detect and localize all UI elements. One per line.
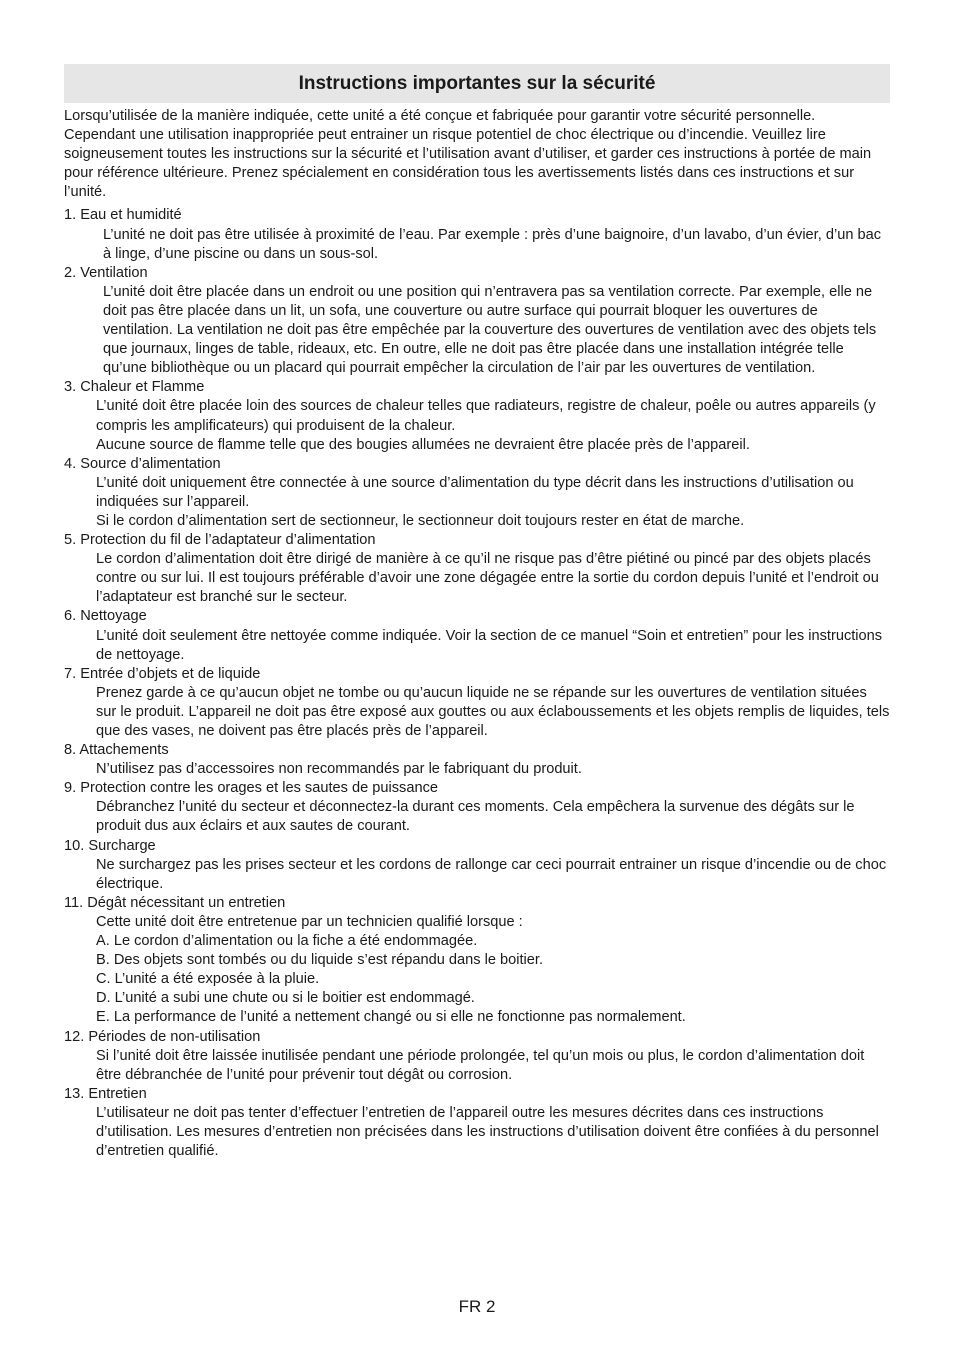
list-item-heading: 7. Entrée d’objets et de liquide (64, 665, 261, 682)
list-item-paragraph: Si le cordon d’alimentation sert de sectionneur, le sectionneur doit toujours rester en état de marche. (96, 512, 745, 529)
list-item-body (64, 913, 890, 1028)
list-item-heading: 3. Chaleur et Flamme (64, 379, 205, 396)
list-item-paragraph: L’unité doit être placée loin des sources de chaleur telles que radiateurs, registre de chaleur, poêle ou autres appareils (y compris les amplificateurs) qui produisent de la chaleur. (96, 398, 876, 434)
list-item-paragraph: B. Des objets sont tombés ou du liquide s’est répandu dans le boitier. (96, 952, 544, 969)
list-item-heading: 1. Eau et humidité (64, 207, 182, 224)
list-item-body (64, 798, 890, 836)
list-item-body (64, 226, 890, 264)
list-item (64, 1028, 890, 1085)
list-item (64, 1085, 890, 1161)
title-bar (64, 64, 890, 103)
list-item-paragraph: E. La performance de l’unité a nettement changé ou si elle ne fonctionne pas normalement. (96, 1009, 686, 1026)
list-item (64, 455, 890, 531)
list-item-heading: 2. Ventilation (64, 264, 148, 281)
list-item-body (64, 684, 890, 741)
list-item (64, 665, 890, 741)
document-page (64, 64, 890, 1161)
list-item-heading: 6. Nettoyage (64, 608, 147, 625)
list-item-paragraph: Le cordon d’alimentation doit être dirigé de manière à ce qu’il ne risque pas d’être piétiné ou pincé par des objets placés contre ou sur lui. Il est toujours préférable d’avoir une zone dégagée entre la sortie du cordon depuis l’unité et l’endroit ou l’adaptateur est branché sur le secteur. (96, 551, 879, 606)
list-item-heading: 12. Périodes de non-utilisation (64, 1028, 261, 1045)
list-item-body (64, 760, 890, 779)
list-item (64, 894, 890, 1028)
list-item-paragraph: Si l’unité doit être laissée inutilisée pendant une période prolongée, tel qu’un mois ou plus, le cordon d’alimentation doit être débranchée de l’unité pour prévenir tout dégât ou corrosion. (96, 1047, 865, 1083)
list-item (64, 206, 890, 263)
list-item-paragraph: D. L’unité a subi une chute ou si le boitier est endommagé. (96, 990, 475, 1007)
list-item-paragraph: A. Le cordon d’alimentation ou la fiche a été endommagée. (96, 933, 478, 950)
page-number: FR 2 (458, 1297, 496, 1316)
list-item-heading: 9. Protection contre les orages et les sautes de puissance (64, 780, 438, 797)
list-item-paragraph: Ne surchargez pas les prises secteur et les cordons de rallonge car ceci pourrait entrainer un risque d’incendie ou de choc électrique. (96, 856, 887, 892)
list-item-heading: 10. Surcharge (64, 837, 156, 854)
instruction-list (64, 206, 890, 1161)
list-item-body (64, 627, 890, 665)
list-item-heading: 4. Source d’alimentation (64, 455, 221, 472)
list-item-paragraph: Cette unité doit être entretenue par un technicien qualifié lorsque : (96, 913, 523, 930)
list-item-body (64, 1047, 890, 1085)
list-item-heading: 13. Entretien (64, 1085, 147, 1102)
list-item (64, 531, 890, 607)
list-item (64, 378, 890, 454)
list-item (64, 741, 890, 779)
list-item-paragraph: Aucune source de flamme telle que des bougies allumées ne devraient être placée près de l’appareil. (96, 436, 750, 453)
list-item-paragraph: L’unité doit être placée dans un endroit ou une position qui n’entravera pas sa ventilation correcte. Par exemple, elle ne doit pas être placée dans un lit, un sofa, une couverture ou autre surface qui pourrait bloquer les ouvertures de ventilation. La ventilation ne doit pas être empêchée par la couverture des ouvertures de ventilation avec des objets tels que journaux, linges de table, rideaux, etc. En outre, elle ne doit pas être placée dans une installation intégrée telle qu’une bibliothèque ou un placard qui pourrait empêcher la circulation de l’air par les ouvertures de ventilation. (103, 283, 877, 377)
list-item-heading: 8. Attachements (64, 742, 169, 759)
list-item-paragraph: L’unité doit seulement être nettoyée comme indiquée. Voir la section de ce manuel “Soin et entretien” pour les instructions de nettoyage. (96, 627, 883, 663)
list-item-body (64, 550, 890, 607)
content (64, 107, 890, 1161)
list-item-paragraph: Débranchez l’unité du secteur et déconnectez-la durant ces moments. Cela empêchera la survenue des dégâts sur le produit dus aux éclairs et aux sautes de courant. (96, 799, 855, 835)
list-item-paragraph: N’utilisez pas d’accessoires non recommandés par le fabriquant du produit. (96, 761, 582, 778)
page-title: Instructions importantes sur la sécurité (298, 72, 656, 94)
list-item-paragraph: L’utilisateur ne doit pas tenter d’effectuer l’entretien de l’appareil outre les mesures décrites dans ces instructions d’utilisation. Les mesures d’entretien non précisées dans les instructions d’utilisation doivent être confiées à du personnel d’entretien qualifié. (96, 1104, 879, 1160)
list-item-body (64, 856, 890, 894)
list-item-paragraph: Prenez garde à ce qu’aucun objet ne tombe ou qu’aucun liquide ne se répande sur les ouvertures de ventilation situées sur le produit. L’appareil ne doit pas être exposé aux gouttes ou aux éclaboussements et les objets remplis de liquides, tels que des vases, ne doivent pas être placés près de l’appareil. (96, 684, 890, 739)
list-item (64, 264, 890, 379)
list-item (64, 837, 890, 894)
list-item-paragraph: L’unité doit uniquement être connectée à une source d’alimentation du type décrit dans les instructions d’utilisation ou indiquées sur l’appareil. (96, 474, 854, 510)
list-item (64, 607, 890, 664)
list-item-paragraph: C. L’unité a été exposée à la pluie. (96, 971, 320, 988)
list-item-heading: 11. Dégât nécessitant un entretien (64, 894, 286, 911)
list-item (64, 779, 890, 836)
list-item-paragraph: L’unité ne doit pas être utilisée à proximité de l’eau. Par exemple : près d’une baignoire, d’un lavabo, d’un évier, d’un bac à linge, d’une piscine ou dans un sous-sol. (103, 226, 882, 262)
list-item-body (64, 1104, 890, 1161)
list-item-body (64, 397, 890, 454)
list-item-body (64, 474, 890, 531)
list-item-heading: 5. Protection du fil de l’adaptateur d’alimentation (64, 532, 376, 549)
list-item-body (64, 283, 890, 378)
intro-paragraph: Lorsqu’utilisée de la manière indiquée, cette unité a été conçue et fabriquée pour garantir votre sécurité personnelle. Cependant une utilisation inappropriée peut entrainer un risque potentiel de choc électrique ou d’incendie. Veuillez lire soigneusement toutes les instructions sur la sécurité et l’utilisation avant d’utiliser, et garder ces instructions à portée de main pour référence ultérieure. Prenez spécialement en considération tous les avertissements listés dans ces instructions et sur l’unité. (64, 108, 872, 201)
